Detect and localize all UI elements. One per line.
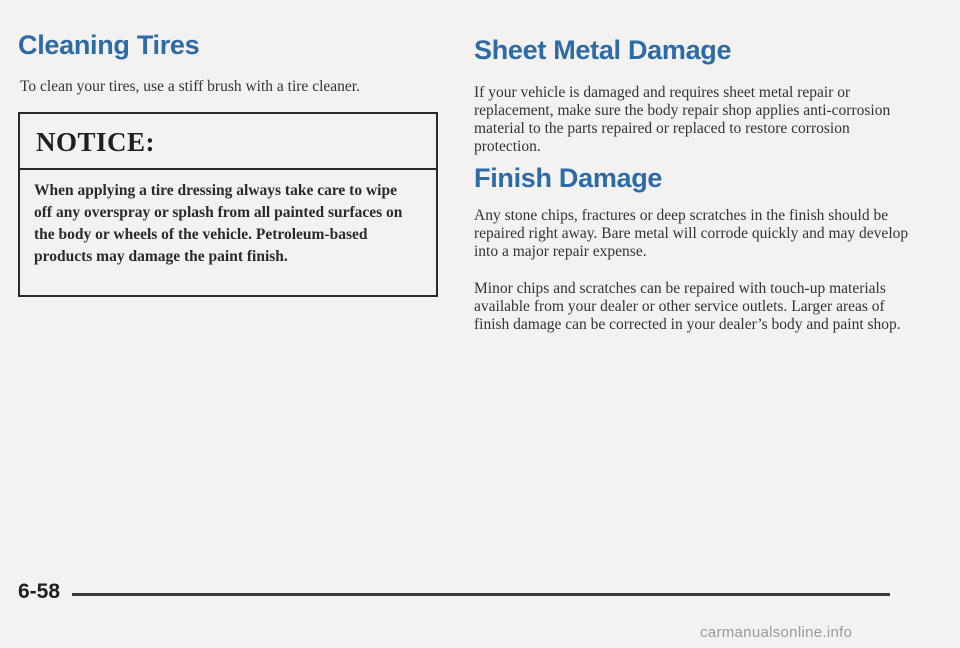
notice-label: NOTICE: bbox=[20, 114, 436, 170]
sheet-metal-damage-heading: Sheet Metal Damage bbox=[474, 35, 732, 65]
finish-damage-heading: Finish Damage bbox=[474, 163, 663, 193]
sheet-metal-damage-text: If your vehicle is damaged and requires sheet metal repair or replacement, make sure the body repair shop applies anti-corrosion material to the parts repaired or replaced to restore corrosion protection. bbox=[474, 84, 891, 155]
watermark: carmanualsonline.info bbox=[700, 624, 853, 641]
footer-rule bbox=[72, 593, 890, 596]
cleaning-tires-text: To clean your tires, use a stiff brush with a tire cleaner. bbox=[20, 78, 360, 95]
finish-damage-paragraph-1: Any stone chips, fractures or deep scratches in the finish should be repaired right away. Bare metal will corrode quickly and may develop into a major repair expense. bbox=[474, 207, 909, 260]
page-number: 6-58 bbox=[18, 580, 61, 603]
finish-damage-paragraph-2: Minor chips and scratches can be repaired with touch-up materials available from your dealer or other service outlets. Larger areas of finish damage can be corrected in your dealer’s body and paint shop. bbox=[474, 280, 901, 333]
notice-box bbox=[18, 112, 438, 297]
notice-text: When applying a tire dressing always take care to wipe off any overspray or splash from all painted surfaces on the body or wheels of the vehicle. Petroleum-based products may damage the paint finish. bbox=[34, 182, 403, 265]
cleaning-tires-heading: Cleaning Tires bbox=[18, 30, 200, 60]
